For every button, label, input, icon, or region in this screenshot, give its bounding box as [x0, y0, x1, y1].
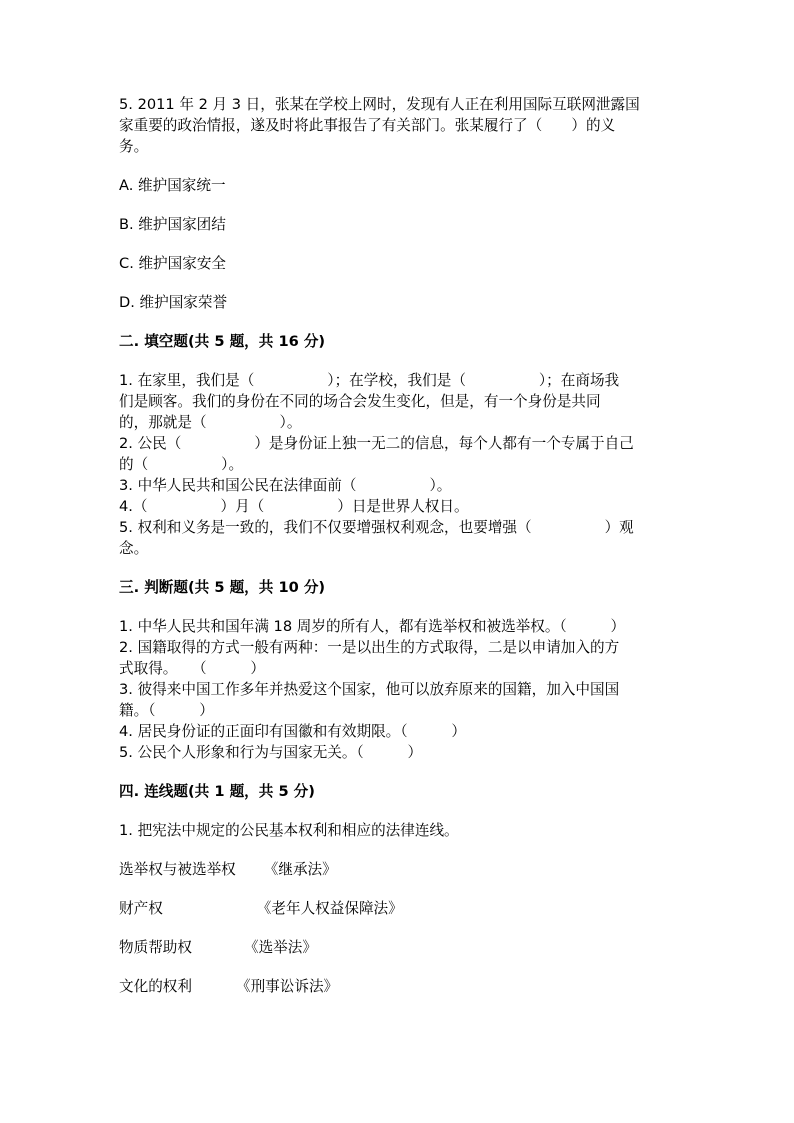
- option-b: B. 维护国家团结: [119, 216, 226, 233]
- fill-line: 1. 在家里，我们是（ ）；在学校，我们是（ ）；在商场我: [119, 372, 620, 389]
- option-a: A. 维护国家统一: [119, 177, 226, 194]
- section-matching: [119, 781, 679, 997]
- fill-line: 念。: [119, 540, 149, 557]
- section-title: 三. 判断题(共 5 题，共 10 分): [119, 579, 326, 596]
- law-name: 《继承法》: [263, 861, 337, 878]
- judge-line: 1. 中华人民共和国年满 18 周岁的所有人，都有选举权和被选举权。（ ）: [119, 618, 626, 635]
- section-title: 四. 连线题(共 1 题，共 5 分): [119, 783, 315, 800]
- judge-line: 2. 国籍取得的方式一般有两种：一是以出生的方式取得，二是以申请加入的方: [119, 639, 620, 656]
- question-stem-line: 务。: [119, 138, 149, 155]
- right-name: 文化的权利: [119, 978, 192, 995]
- question-stem-line: 家重要的政治情报，遂及时将此事报告了有关部门。张某履行了（ ）的义: [119, 117, 616, 134]
- matching-row: [119, 859, 679, 880]
- fill-line: 的，那就是（ ）。: [119, 414, 302, 431]
- section-true-false: [119, 577, 679, 763]
- judge-line: 籍。（ ）: [119, 702, 214, 719]
- fill-line: 4.（ ）月（ ）日是世界人权日。: [119, 498, 469, 515]
- question-stem-line: 5. 2011 年 2 月 3 日，张某在学校上网时，发现有人正在利用国际互联网泄露国: [119, 96, 640, 113]
- option-c: C. 维护国家安全: [119, 255, 227, 272]
- section-fill-blanks: [119, 331, 679, 559]
- matching-row: [119, 898, 679, 919]
- law-name: 《选举法》: [243, 939, 317, 956]
- right-name: 财产权: [119, 900, 163, 917]
- law-name: 《刑事讼诉法》: [235, 978, 339, 995]
- section-title: 二. 填空题(共 5 题，共 16 分): [119, 333, 326, 350]
- matching-row: [119, 976, 679, 997]
- question-5: [119, 94, 679, 313]
- fill-line: 5. 权利和义务是一致的，我们不仅要增强权利观念，也要增强（ ）观: [119, 519, 634, 536]
- judge-line: 3. 彼得来中国工作多年并热爱这个国家，他可以放弃原来的国籍，加入中国国: [119, 681, 620, 698]
- fill-line: 3. 中华人民共和国公民在法律面前（ ）。: [119, 477, 452, 494]
- matching-question: 1. 把宪法中规定的公民基本权利和相应的法律连线。: [119, 822, 459, 839]
- judge-line: 式取得。 （ ）: [119, 660, 265, 677]
- right-name: 选举权与被选举权: [119, 861, 236, 878]
- judge-line: 5. 公民个人形象和行为与国家无关。（ ）: [119, 744, 423, 761]
- law-name: 《老年人权益保障法》: [256, 900, 403, 917]
- fill-line: 的（ ）。: [119, 456, 244, 473]
- fill-line: 2. 公民（ ）是身份证上独一无二的信息，每个人都有一个专属于自己: [119, 435, 634, 452]
- option-d: D. 维护国家荣誉: [119, 294, 228, 311]
- fill-line: 们是顾客。我们的身份在不同的场合会发生变化，但是，有一个身份是共同: [119, 393, 601, 410]
- right-name: 物质帮助权: [119, 939, 192, 956]
- document-page: [119, 94, 679, 997]
- matching-row: [119, 937, 679, 958]
- judge-line: 4. 居民身份证的正面印有国徽和有效期限。（ ）: [119, 723, 466, 740]
